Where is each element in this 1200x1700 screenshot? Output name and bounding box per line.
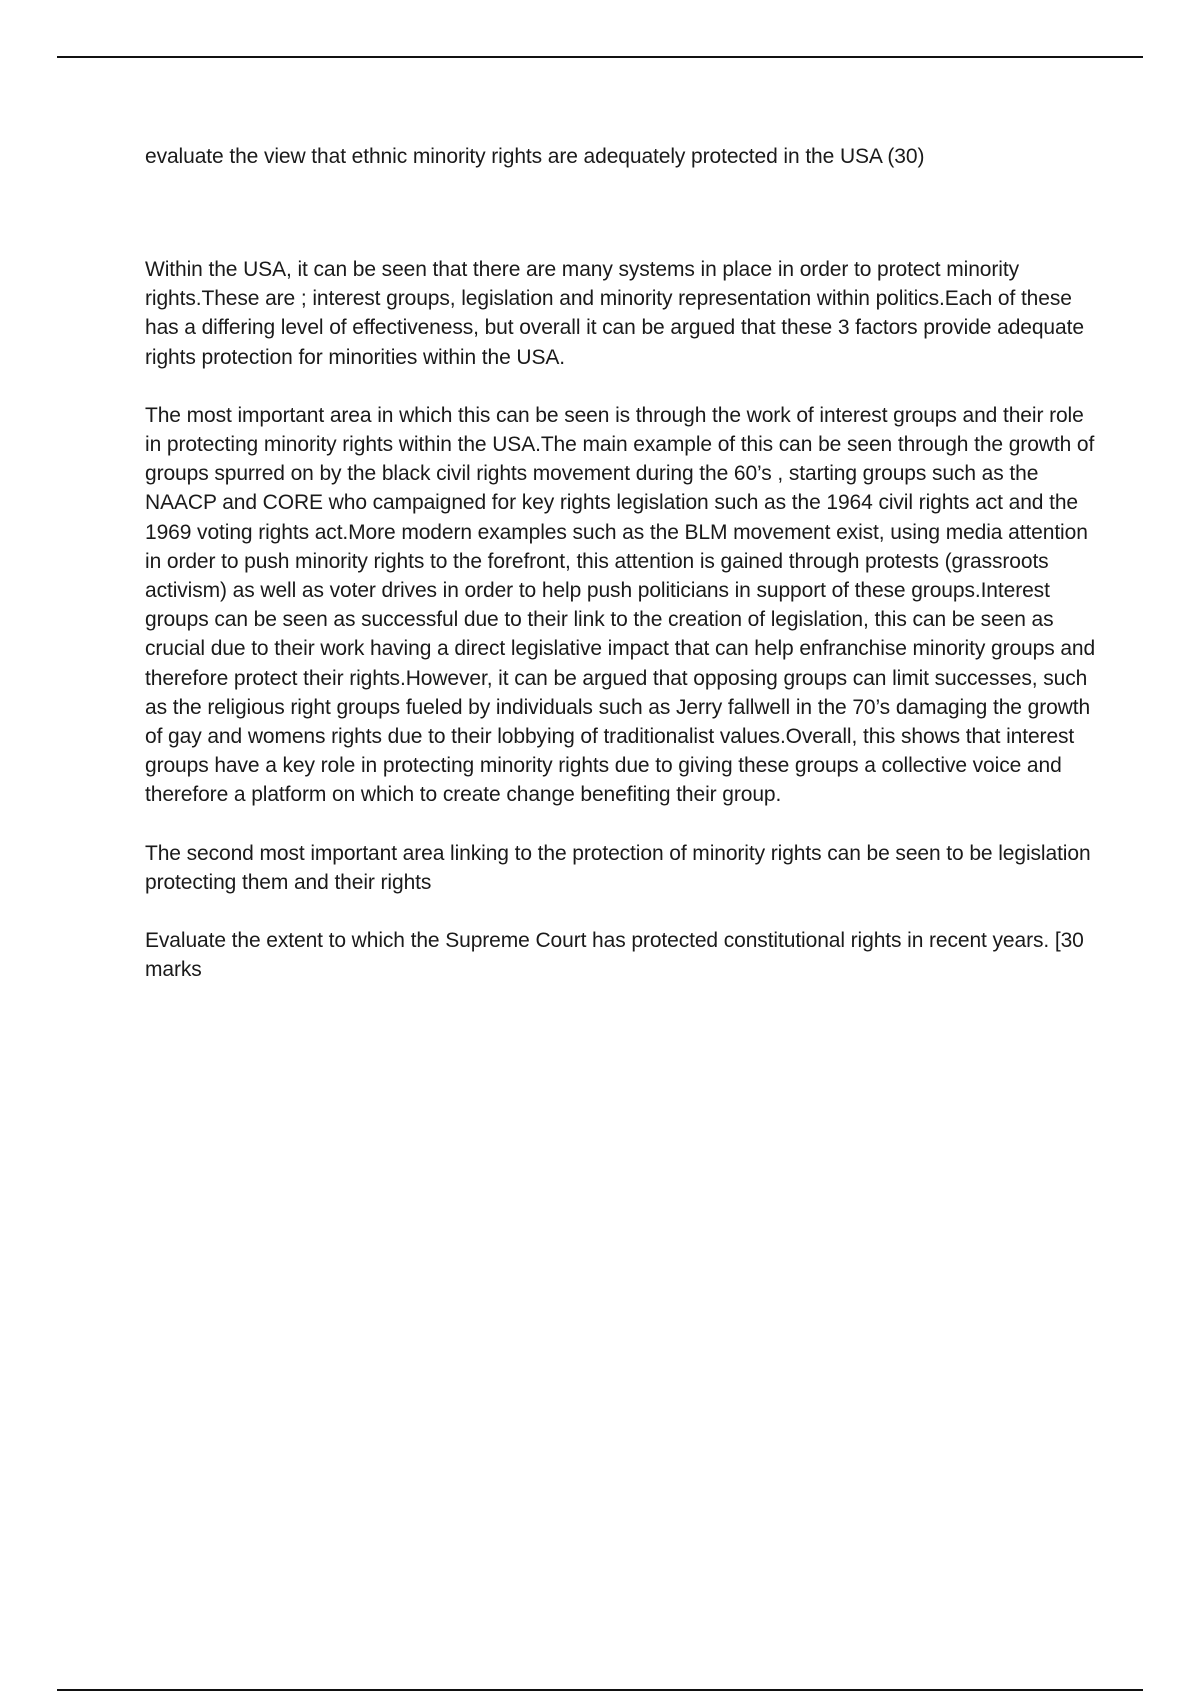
paragraph-interest-groups: The most important area in which this can be seen is through the work of interest groups and their role in protecting minority rights within the USA.The main example of this can be seen through the growth of groups spurred on by the black civil rights movement during the 60’s , starting groups such as the NAACP and CORE who campaigned for key rights legislation such as the 1964 civil rights act and the 1969 voting rights act.More modern examples such as the BLM movement exist, using media attention in order to push minority rights to the forefront, this attention is gained through protests (grassroots activism) as well as voter drives in order to help push politicians in support of these groups.Interest groups can be seen as successful due to their link to the creation of legislation, this can be seen as crucial due to their work having a direct legislative impact that can help enfranchise minority groups and therefore protect their rights.However, it can be argued that opposing groups can limit successes, such as the religious right groups fueled by individuals such as Jerry fallwell in the 70’s damaging the growth of gay and womens rights due to their lobbying of traditionalist values.Overall, this shows that interest groups have a key role in protecting minority rights due to giving these groups a collective voice and therefore a platform on which to create change benefiting their group. xyxy=(145,403,1096,807)
bottom-divider xyxy=(57,1689,1143,1691)
paragraph-supreme-court-question: Evaluate the extent to which the Supreme Court has protected constitutional rights in recent years. [30 marks xyxy=(145,929,1084,982)
paragraph-legislation: The second most important area linking to the protection of minority rights can be seen to be legislation protecting them and their rights xyxy=(145,841,1091,894)
paragraph-intro: Within the USA, it can be seen that there are many systems in place in order to protect minority rights.These are ; interest groups, legislation and minority representation within politics.Each of these has a differing level of effectiveness, but overall it can be argued that these 3 factors provide adequate rights protection for minorities within the USA. xyxy=(145,258,1084,369)
top-divider xyxy=(57,56,1143,58)
document-body xyxy=(145,142,1105,984)
document-title: evaluate the view that ethnic minority rights are adequately protected in the USA (30) xyxy=(145,145,925,168)
